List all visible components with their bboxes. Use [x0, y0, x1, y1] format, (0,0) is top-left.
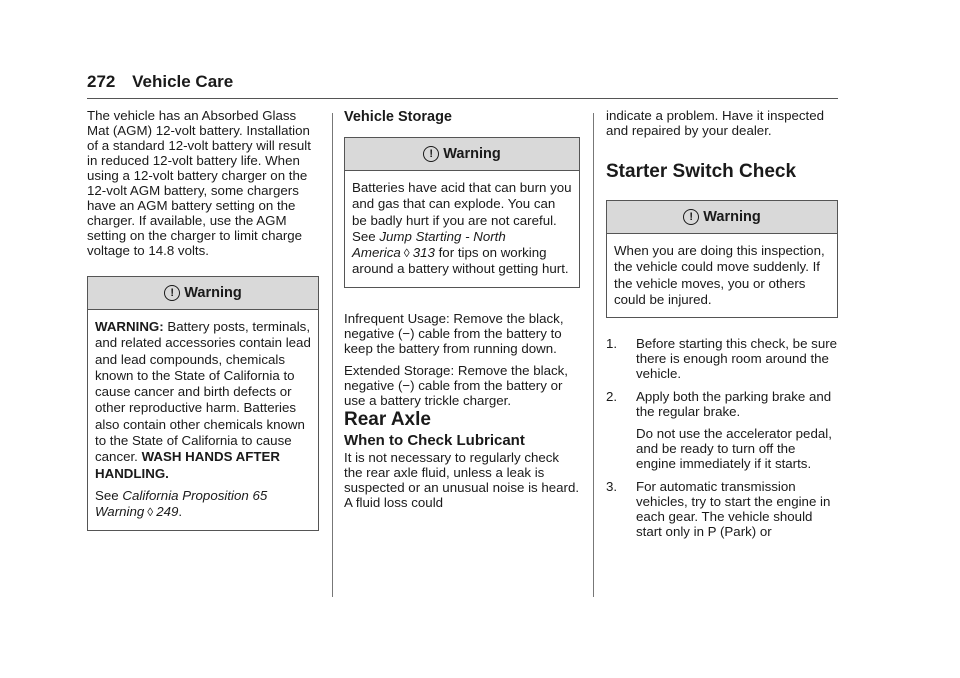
list-item: 1. Before starting this check, be sure there is enough room around the vehicle.	[606, 336, 838, 382]
agm-battery-paragraph: The vehicle has an Absorbed Glass Mat (AGM) 12-volt battery. Installation of a standard 12-volt battery will result in reduced 12-volt battery life. When using a 12-volt battery charger on the 12-volt AGM battery, some chargers have an AGM battery setting on the charger. If available, use the AGM setting on the charger to limit charge voltage to 14.8 volts.	[87, 108, 311, 258]
list-item: 2. Apply both the parking brake and the regular brake. Do not use the accelerator pedal, and be ready to turn off the engine immediately if it starts.	[606, 389, 838, 471]
step-text: Before starting this check, be sure there is enough room around the vehicle.	[636, 336, 838, 382]
warning-header	[345, 138, 579, 171]
warning-title: Warning	[184, 284, 242, 301]
warning-circle-icon: !	[683, 209, 699, 225]
page-header	[87, 72, 233, 92]
list-item: 3. For automatic transmission vehicles, try to start the engine in each gear. The vehicle should start only in P (Park) or	[606, 479, 831, 540]
warning-title: Warning	[443, 145, 501, 162]
extended-storage-paragraph: Extended Storage: Remove the black, negative (−) cable from the battery or use a battery trickle charger.	[344, 362, 568, 408]
header-rule	[87, 98, 838, 99]
vehicle-storage-heading: Vehicle Storage	[344, 109, 452, 125]
warning-text: Battery posts, terminals, and related accessories contain lead and lead compounds, chemicals known to the State of California to cause cancer and birth defects or other reproductive harm. Batteries also contain other chemicals known to the State of California to cause cancer.	[95, 319, 311, 465]
warning-text: Batteries have acid that can burn you and gas that can explode. You can be badly hurt if you are not careful. See	[352, 180, 572, 244]
step-text: Apply both the parking brake and the regular brake.	[636, 389, 832, 420]
column-divider	[332, 113, 333, 597]
column-3	[606, 108, 838, 547]
page-number: 272	[87, 72, 116, 91]
page-reference-arrow-icon: ◊	[147, 505, 154, 520]
lubricant-subheading: When to Check Lubricant	[344, 431, 525, 449]
warning-circle-icon: !	[164, 285, 180, 301]
cross-reference-link[interactable]: Jump Starting - North America	[352, 228, 506, 261]
page-reference-number[interactable]: 249	[156, 504, 179, 520]
rear-axle-paragraph: It is not necessary to regularly check the rear axle fluid, unless a leak is suspected or an unusual noise is heard. A fluid loss could	[344, 449, 580, 510]
warning-circle-icon: !	[423, 146, 439, 162]
warning-text-continued: for tips on working around a battery without getting hurt.	[352, 245, 569, 277]
column-2	[344, 108, 580, 510]
warning-box	[606, 200, 838, 318]
warning-body	[345, 171, 579, 287]
steps-list	[606, 336, 838, 539]
column-divider	[593, 113, 594, 597]
warning-tail: WASH HANDS AFTER HANDLING.	[95, 449, 280, 481]
warning-title: Warning	[703, 208, 761, 225]
warning-body	[607, 234, 837, 317]
cross-reference-link[interactable]: California Proposition 65 Warning	[95, 487, 268, 520]
warning-lead: WARNING:	[95, 319, 164, 334]
rear-axle-heading: Rear Axle	[344, 408, 431, 430]
section-title: Vehicle Care	[132, 72, 234, 91]
warning-body: WARNING: Battery posts, terminals, and related accessories contain lead and lead compounds, chemicals known to the State of California to cause cancer and birth defects or other reproductive harm. Batteries also contain other chemicals known to the State of California to cause cancer. WASH HANDS AFTER HANDLING. See California Proposition 65 Warning ◊ 249.	[95, 319, 311, 520]
step-text: For automatic transmission vehicles, try to start the engine in each gear. The vehicle should start only in P (Park) or	[636, 479, 831, 540]
starter-switch-heading: Starter Switch Check	[606, 161, 797, 182]
page-reference-number[interactable]: 313	[412, 245, 435, 261]
page-reference-arrow-icon: ◊	[403, 246, 410, 261]
see-prefix: See	[95, 487, 119, 503]
column-1	[87, 108, 319, 531]
warning-header	[607, 201, 837, 234]
infrequent-usage-paragraph: Infrequent Usage: Remove the black, negative (−) cable from the battery to keep the battery from running down.	[344, 310, 564, 356]
warning-box	[344, 137, 580, 288]
step-note: Do not use the accelerator pedal, and be ready to turn off the engine immediately if it starts.	[636, 426, 832, 472]
warning-box	[87, 276, 319, 531]
continued-paragraph: indicate a problem. Have it inspected and repaired by your dealer.	[606, 108, 825, 138]
warning-header	[88, 277, 318, 310]
warning-text: When you are doing this inspection, the vehicle could move suddenly. If the vehicle moves, you or others could be injured.	[614, 243, 825, 307]
